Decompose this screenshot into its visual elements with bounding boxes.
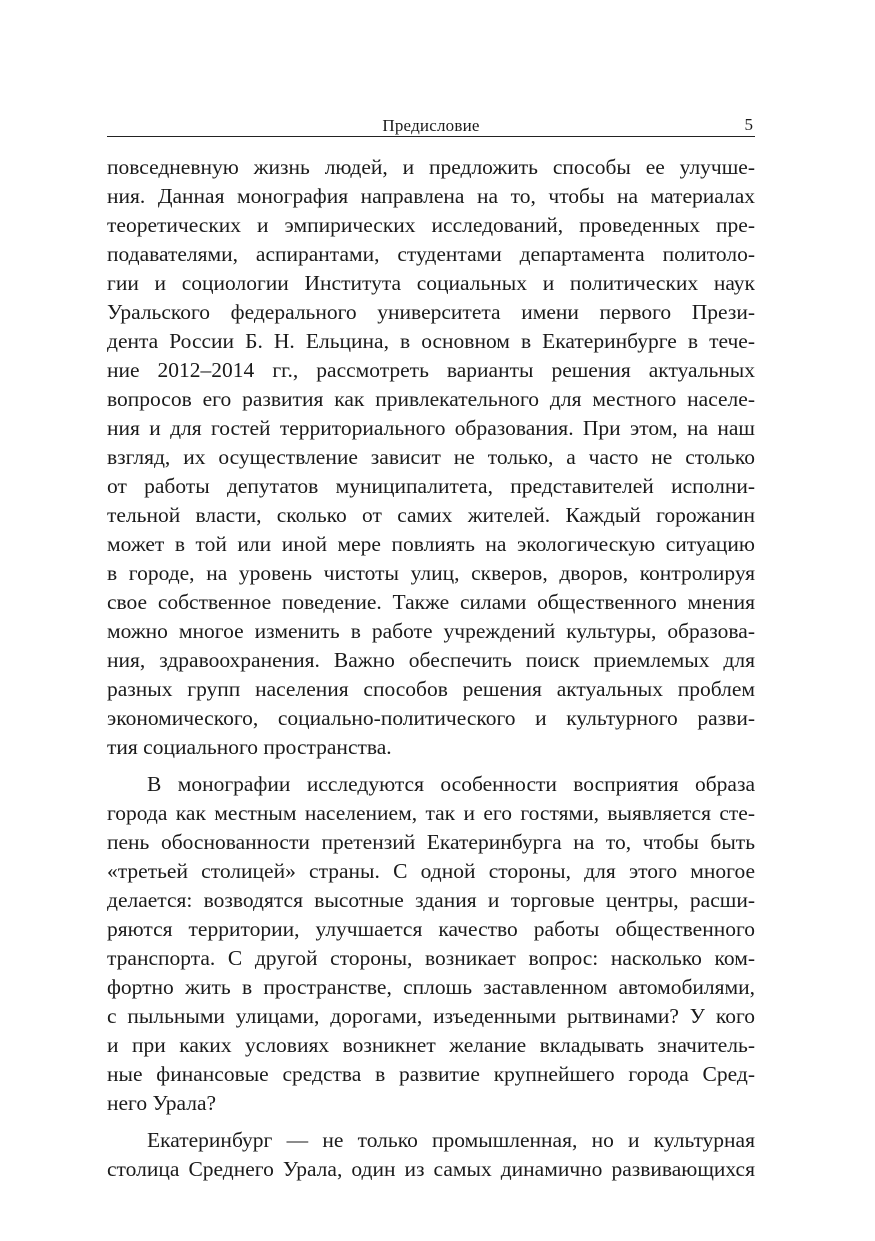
text-line: можно многое изменить в работе учреждений культуры, образова- [107, 619, 755, 643]
text-line: фортно жить в пространстве, сплошь заставленном автомобилями, [107, 975, 755, 999]
text-line: В монографии исследуются особенности восприятия образа [147, 772, 755, 796]
body-text [107, 153, 755, 1184]
text-line: транспорта. С другой стороны, возникает вопрос: насколько ком- [107, 946, 755, 970]
text-line: Екатеринбург — не только промышленная, но и культурная [147, 1128, 755, 1152]
text-line: теоретических и эмпирических исследований, проведенных пре- [107, 213, 755, 237]
text-line: может в той или иной мере повлиять на экологическую ситуацию [107, 532, 755, 556]
text-line: с пыльными улицами, дорогами, изъеденными рытвинами? У кого [107, 1004, 755, 1028]
text-line: вопросов его развития как привлекательного для местного населе- [107, 387, 755, 411]
text-line: Уральского федерального университета имени первого Прези- [107, 300, 755, 324]
text-line: взгляд, их осуществление зависит не только, а часто не столько [107, 445, 755, 469]
running-title: Предисловие [382, 116, 480, 135]
text-line: тельной власти, сколько от самих жителей. Каждый горожанин [107, 503, 755, 527]
text-line: экономического, социально-политического и культурного разви- [107, 706, 755, 730]
text-line: гии и социологии Института социальных и политических наук [107, 271, 755, 295]
text-line: ния. Данная монография направлена на то, чтобы на материалах [107, 184, 755, 208]
text-line: в городе, на уровень чистоты улиц, скверов, дворов, контролируя [107, 561, 755, 585]
text-line: столица Среднего Урала, один из самых динамично развивающихся [107, 1157, 755, 1181]
text-line: делается: возводятся высотные здания и торговые центры, расши- [107, 888, 755, 912]
text-line: ные финансовые средства в развитие крупнейшего города Сред- [107, 1062, 755, 1086]
paragraph-gap [107, 762, 755, 770]
text-line: повседневную жизнь людей, и предложить способы ее улучше- [107, 155, 755, 179]
text-line: пень обоснованности претензий Екатеринбурга на то, чтобы быть [107, 830, 755, 854]
text-line: ния и для гостей территориального образования. При этом, на наш [107, 416, 755, 440]
text-line: ряются территории, улучшается качество работы общественного [107, 917, 755, 941]
text-line: ния, здравоохранения. Важно обеспечить поиск приемлемых для [107, 648, 755, 672]
text-line: и при каких условиях возникнет желание вкладывать значитель- [107, 1033, 755, 1057]
text-line: города как местным населением, так и его гостями, выявляется сте- [107, 801, 755, 825]
text-line: от работы депутатов муниципалитета, представителей исполни- [107, 474, 755, 498]
text-line: тия социального пространства. [107, 735, 392, 759]
text-line: дента России Б. Н. Ельцина, в основном в Екатеринбурге в тече- [107, 329, 755, 353]
text-line: него Урала? [107, 1091, 217, 1115]
text-line: свое собственное поведение. Также силами общественного мнения [107, 590, 755, 614]
page-number: 5 [744, 115, 753, 134]
running-header [107, 112, 755, 137]
text-line: ние 2012–2014 гг., рассмотреть варианты решения актуальных [107, 358, 755, 382]
paragraph-gap [107, 1118, 755, 1126]
text-line: подавателями, аспирантами, студентами департамента политоло- [107, 242, 755, 266]
text-line: «третьей столицей» страны. С одной стороны, для этого многое [107, 859, 755, 883]
text-line: разных групп населения способов решения актуальных проблем [107, 677, 755, 701]
